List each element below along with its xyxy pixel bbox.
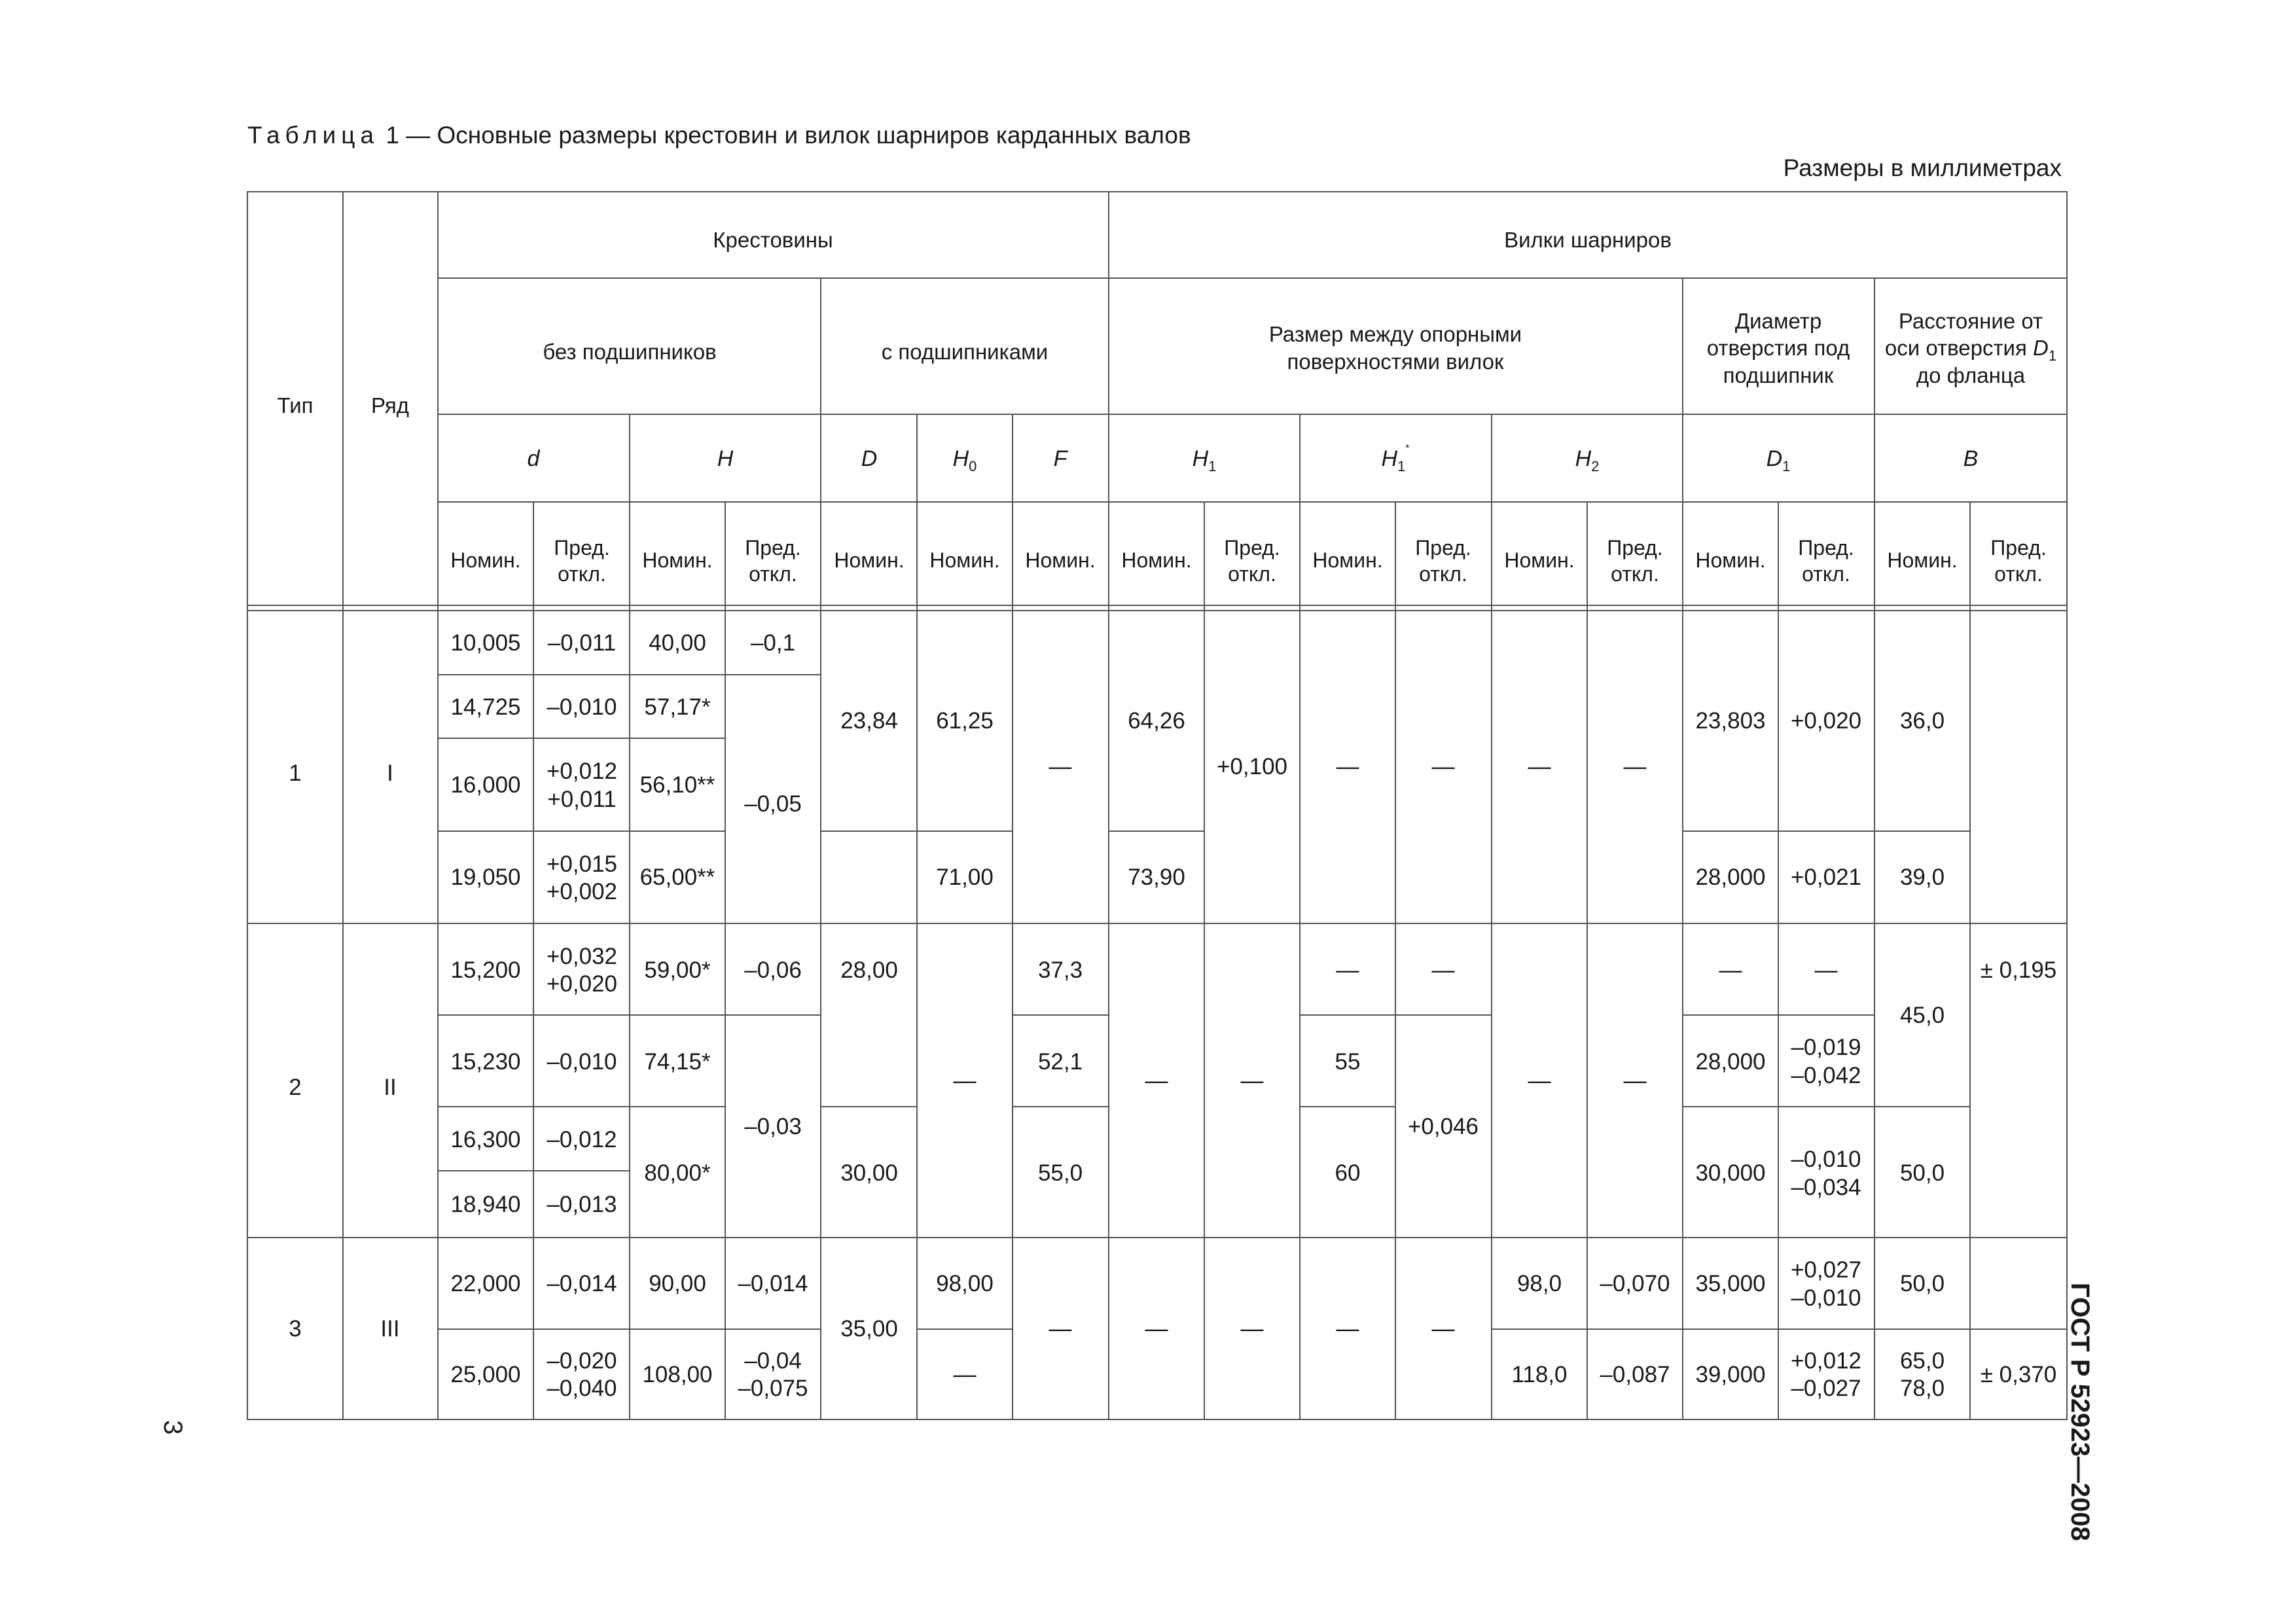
cell-D1-dev: +0,021: [1790, 865, 1862, 890]
symbol-H1-prime-main: H: [1381, 446, 1398, 471]
subheader-dev-line2: откл.: [749, 562, 797, 586]
cell-H-dev: –0,014: [738, 1271, 808, 1296]
header-row: Ряд: [370, 393, 410, 418]
cell-B-dev: ± 0,370: [1980, 1362, 2057, 1387]
cell-D1-nom: 30,000: [1695, 1160, 1766, 1186]
cell-H1-nom: —: [1145, 1316, 1168, 1342]
cell-H1-nom: 73,90: [1128, 865, 1185, 890]
cell-d-nom: 16,000: [450, 772, 521, 798]
symbol-H1-sub: 1: [1208, 458, 1217, 474]
header-distance-d1-symbol: D: [2033, 336, 2049, 360]
cell-H1prime-nom: —: [1336, 957, 1359, 983]
cell-H1prime-nom: —: [1336, 754, 1359, 779]
symbol-H1-prime-sub: 1: [1397, 458, 1406, 474]
symbol-D1: [1767, 446, 1791, 474]
cell-B-nom: 39,0: [1899, 865, 1945, 890]
cell-H1prime-dev: —: [1431, 754, 1455, 779]
cell-d-nom: 15,230: [450, 1049, 521, 1075]
subheader-dev-line1: Пред.: [554, 536, 610, 560]
subheader-nom: Номин.: [642, 548, 713, 572]
header-forks: Вилки шарниров: [1504, 228, 1672, 252]
units-note: Размеры в миллиметрах: [1783, 154, 2062, 181]
header-diameter-line2: отверстия под: [1706, 336, 1850, 360]
cell-B-dev: ± 0,195: [1980, 957, 2057, 983]
cell-H0-nom: 71,00: [936, 865, 994, 890]
cell-H2-dev: –0,070: [1600, 1271, 1670, 1296]
cell-H1-nom: —: [1145, 1068, 1168, 1094]
cell-H2-nom: 118,0: [1511, 1362, 1568, 1387]
symbol-D: D: [861, 446, 878, 471]
cell-D1-dev: –0,042: [1791, 1063, 1861, 1088]
cell-d-dev: –0,013: [547, 1192, 617, 1217]
cell-type: 2: [289, 1075, 302, 1100]
cell-D1-nom: 23,803: [1695, 708, 1766, 734]
symbol-H0-sub: 0: [969, 458, 977, 474]
cell-H-nom: 59,00*: [644, 957, 711, 983]
cell-H2-dev: –0,087: [1600, 1362, 1670, 1387]
cell-B-nom: 45,0: [1899, 1003, 1945, 1028]
cell-d-nom: 22,000: [450, 1271, 521, 1296]
cell-F-nom: 52,1: [1037, 1049, 1083, 1075]
cell-D-nom: 28,00: [840, 957, 898, 983]
cell-d-dev: +0,015: [546, 851, 618, 877]
cell-H1-dev: —: [1240, 1316, 1264, 1342]
header-diameter-line3: подшипник: [1723, 363, 1834, 387]
cell-D1-dev: —: [1814, 957, 1838, 983]
cell-H-dev: –0,06: [744, 957, 802, 983]
cell-D-nom: 35,00: [840, 1316, 898, 1342]
subheader-nom: Номин.: [1695, 548, 1766, 572]
subheader-dev-line1: Пред.: [1415, 536, 1471, 560]
cell-H1prime-dev: +0,046: [1407, 1114, 1479, 1139]
cell-H1prime-nom: 55: [1335, 1049, 1361, 1075]
cell-d-nom: 19,050: [450, 865, 521, 890]
cell-B-nom: 50,0: [1899, 1271, 1945, 1296]
cell-H-nom: 65,00**: [639, 865, 715, 890]
symbol-H: H: [717, 446, 734, 471]
subheader-dev-line1: Пред.: [745, 536, 801, 560]
cell-H2-nom: —: [1528, 1068, 1551, 1094]
subheader-dev-line2: откл.: [1802, 562, 1850, 586]
cell-H-nom: 108,00: [642, 1362, 713, 1387]
symbol-H1: [1193, 446, 1217, 474]
cell-H-nom: 74,15*: [644, 1049, 711, 1075]
symbol-D1-sub: 1: [1782, 458, 1791, 474]
cell-H-dev: –0,03: [744, 1114, 802, 1139]
cell-H-nom: 56,10**: [639, 772, 715, 798]
symbol-H1-prime-sup: *: [1405, 443, 1410, 454]
table-title-text: 1 — Основные размеры крестовин и вилок шарниров карданных валов: [379, 122, 1191, 149]
cell-d-dev: –0,010: [547, 1049, 617, 1075]
cell-H-dev: –0,05: [744, 791, 802, 817]
subheader-nom: Номин.: [834, 548, 905, 572]
page-number-text: 3: [158, 1420, 187, 1435]
cell-H2-dev: —: [1623, 754, 1647, 779]
cell-H0-nom: —: [953, 1068, 977, 1094]
cell-d-nom: 16,300: [450, 1127, 521, 1152]
header-diameter-line1: Диаметр: [1734, 309, 1822, 333]
subheader-nom: Номин.: [1887, 548, 1958, 572]
cell-D1-nom: 39,000: [1695, 1362, 1766, 1387]
cell-D1-dev: +0,020: [1790, 708, 1862, 734]
cell-H-nom: 57,17*: [644, 694, 711, 720]
cell-D1-nom: 28,000: [1695, 865, 1766, 890]
cell-H-nom: 80,00*: [644, 1160, 711, 1186]
cell-B-nom: 78,0: [1899, 1376, 1945, 1401]
subheader-nom: Номин.: [1504, 548, 1575, 572]
cell-d-nom: 25,000: [450, 1362, 521, 1387]
subheader-dev-line2: откл.: [1419, 562, 1467, 586]
cell-B-nom: 50,0: [1899, 1160, 1945, 1186]
symbol-H1-main: H: [1192, 446, 1209, 471]
symbol-H2-main: H: [1575, 446, 1592, 471]
cell-H1prime-nom: —: [1336, 1316, 1359, 1342]
cell-d-dev: –0,010: [547, 694, 617, 720]
subheader-dev-line1: Пред.: [1798, 536, 1854, 560]
header-distance-d1-subscript: 1: [2048, 348, 2057, 364]
cell-d-dev: +0,002: [546, 879, 618, 904]
table-title-label: Таблица: [247, 122, 380, 149]
header-type: Тип: [277, 393, 314, 418]
cell-d-nom: 18,940: [450, 1192, 521, 1217]
cell-d-nom: 14,725: [450, 694, 521, 720]
cell-d-dev: –0,011: [547, 630, 617, 656]
header-size-between-line1: Размер между опорными: [1268, 322, 1522, 346]
cell-D1-dev: –0,010: [1791, 1285, 1861, 1311]
cell-F-nom: 37,3: [1037, 957, 1083, 983]
symbol-H2: [1575, 446, 1600, 474]
cell-H-dev: –0,04: [744, 1348, 802, 1374]
cell-H1prime-dev: —: [1431, 1316, 1455, 1342]
cell-H-nom: 40,00: [649, 630, 706, 656]
cell-F-nom: 55,0: [1037, 1160, 1083, 1186]
cell-d-dev: –0,020: [547, 1348, 617, 1374]
header-without-bearings: без подшипников: [543, 340, 717, 364]
symbol-B: B: [1963, 446, 1979, 471]
subheader-dev-line1: Пред.: [1224, 536, 1280, 560]
cell-type: 1: [289, 760, 302, 786]
cell-D1-dev: +0,012: [1790, 1348, 1862, 1374]
cell-D1-nom: —: [1719, 957, 1742, 983]
cell-D1-dev: –0,034: [1791, 1175, 1861, 1200]
cell-d-dev: +0,032: [546, 944, 618, 969]
symbol-D1-main: D: [1766, 446, 1783, 471]
symbol-F: F: [1053, 446, 1067, 471]
cell-d-dev: –0,040: [547, 1376, 617, 1401]
cell-B-nom: 36,0: [1899, 708, 1945, 734]
subheader-nom: Номин.: [1121, 548, 1192, 572]
cell-H-nom: 90,00: [649, 1271, 706, 1296]
header-crosses: Крестовины: [713, 228, 833, 252]
cell-H2-dev: —: [1623, 1068, 1647, 1094]
subheader-dev-line1: Пред.: [1607, 536, 1663, 560]
header-distance-line2: [1885, 336, 2056, 364]
symbol-H0: [953, 446, 977, 474]
header-size-between-line2: поверхностями вилок: [1287, 349, 1504, 374]
symbol-H0-main: H: [952, 446, 969, 471]
subheader-dev-line2: откл.: [1994, 562, 2043, 586]
cell-D-nom: 23,84: [840, 708, 898, 734]
cell-D1-nom: 35,000: [1695, 1271, 1766, 1296]
cell-H1prime-nom: 60: [1335, 1160, 1361, 1186]
cell-H2-nom: 98,0: [1516, 1271, 1562, 1296]
cell-H1prime-dev: —: [1431, 957, 1455, 983]
cell-D1-dev: –0,010: [1791, 1147, 1861, 1172]
subheader-dev-line1: Пред.: [1990, 536, 2047, 560]
cell-D1-nom: 28,000: [1695, 1049, 1766, 1075]
header-distance-line3: до фланца: [1916, 363, 2026, 387]
subheader-dev-line2: откл.: [558, 562, 606, 586]
cell-H0-nom: 98,00: [936, 1271, 994, 1296]
cell-d-nom: 10,005: [450, 630, 521, 656]
cell-row: III: [380, 1316, 400, 1342]
cell-H2-nom: —: [1528, 754, 1551, 779]
header-distance-line1: Расстояние от: [1898, 309, 2043, 333]
subheader-dev-line2: откл.: [1611, 562, 1659, 586]
cell-d-nom: 15,200: [450, 957, 521, 983]
cell-F-nom: —: [1049, 754, 1072, 779]
subheader-dev-line2: откл.: [1228, 562, 1276, 586]
cell-D1-dev: +0,027: [1790, 1257, 1862, 1283]
cell-H-dev: –0,1: [750, 630, 796, 656]
cell-d-dev: –0,014: [547, 1271, 617, 1296]
subheader-nom: Номин.: [1025, 548, 1096, 572]
symbol-H1-prime: [1381, 443, 1409, 474]
cell-H0-nom: —: [953, 1362, 977, 1387]
cell-H0-nom: 61,25: [936, 708, 994, 734]
cell-d-dev: +0,012: [546, 758, 618, 784]
cell-D1-dev: –0,027: [1791, 1376, 1861, 1401]
cell-d-dev: +0,020: [546, 971, 618, 997]
subheader-nom: Номин.: [450, 548, 521, 572]
symbol-H2-sub: 2: [1591, 458, 1600, 474]
subheader-nom: Номин.: [1312, 548, 1383, 572]
cell-D-nom: 30,00: [840, 1160, 898, 1186]
subheader-nom: Номин.: [929, 548, 1000, 572]
cell-D1-dev: –0,019: [1791, 1035, 1861, 1060]
cell-d-dev: +0,011: [547, 787, 617, 812]
cell-H1-dev: +0,100: [1216, 754, 1288, 779]
gost-side-text: ГОСТ Р 52923—2008: [2066, 1283, 2094, 1541]
cell-H1-dev: —: [1240, 1068, 1264, 1094]
cell-type: 3: [289, 1316, 302, 1342]
header-distance-line2-text: оси отверстия: [1884, 336, 2027, 360]
cell-H-dev: –0,075: [738, 1376, 808, 1401]
cell-row: II: [384, 1075, 397, 1100]
cell-row: I: [387, 760, 393, 786]
cell-H1-nom: 64,26: [1128, 708, 1185, 734]
symbol-d: d: [527, 446, 540, 471]
cell-B-nom: 65,0: [1899, 1348, 1945, 1374]
cell-d-dev: –0,012: [547, 1127, 617, 1152]
header-with-bearings: с подшипниками: [881, 340, 1049, 364]
cell-F-nom: —: [1049, 1316, 1072, 1342]
